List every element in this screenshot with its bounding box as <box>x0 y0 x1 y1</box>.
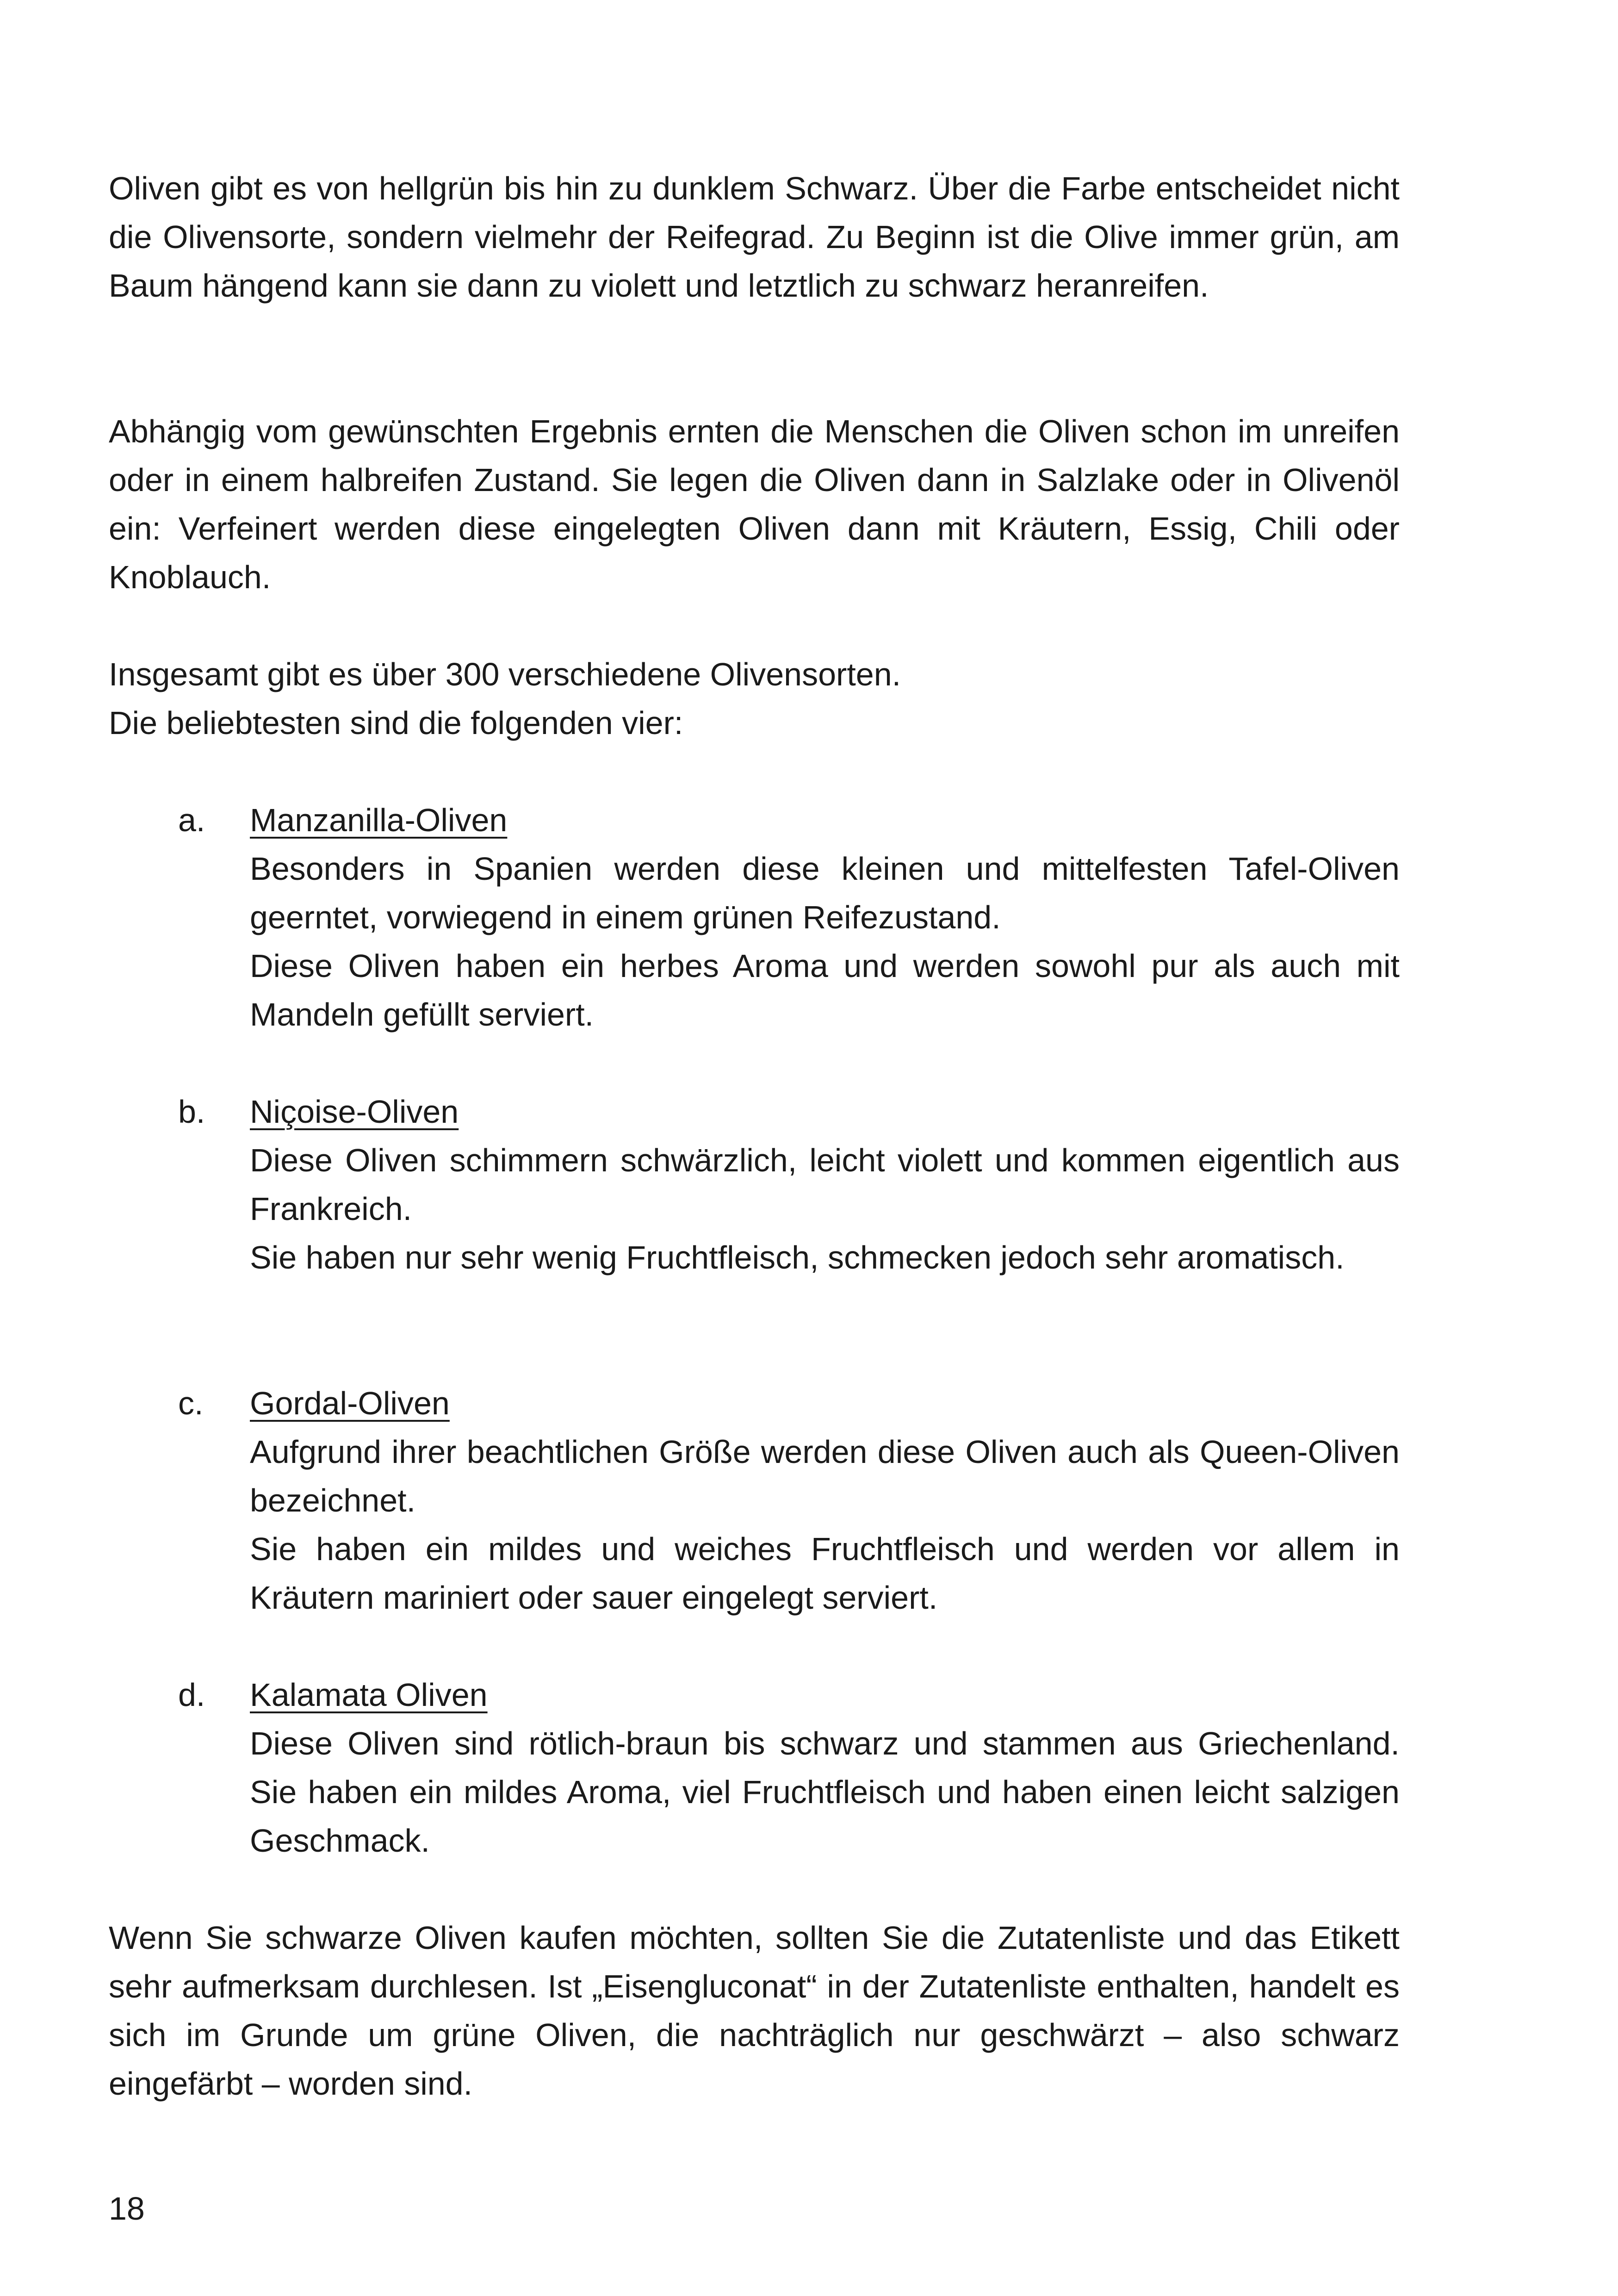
list-item-text: Diese Oliven sind rötlich-braun bis schwarz und stammen aus Griechenland. Sie haben ein mildes Aroma, viel Fruchtfleisch und haben einen leicht salzigen Geschmack. <box>250 1725 1400 1859</box>
list-item-title: Manzanilla-Oliven <box>250 802 508 838</box>
list-body <box>250 1088 1400 1282</box>
list-item-title: Niçoise-Oliven <box>250 1094 459 1130</box>
paragraph-text: Insgesamt gibt es über 300 verschiedene Olivensorten. <box>109 656 901 692</box>
list-body <box>250 796 1400 1039</box>
paragraph-text: Wenn Sie schwarze Oliven kaufen möchten, sollten Sie die Zutatenliste und das Etikett sehr aufmerksam durchlesen. Ist „Eisengluconat“ in der Zutatenliste enthalten, handelt es sich im Grunde um grüne Oliven, die nachträglich nur geschwärzt – also schwarz eingefärbt – worden sind. <box>109 1920 1400 2102</box>
list-marker: b. <box>178 1094 205 1130</box>
list-item-text: Sie haben ein mildes und weiches Fruchtfleisch und werden vor allem in Kräutern mariniert oder sauer eingelegt serviert. <box>250 1531 1400 1616</box>
paragraph-black-olives-warning <box>109 1914 1400 2108</box>
list-item-title: Kalamata Oliven <box>250 1677 488 1713</box>
paragraph-text: Oliven gibt es von hellgrün bis hin zu dunklem Schwarz. Über die Farbe entscheidet nicht die Olivensorte, sondern vielmehr der Reifegrad. Zu Beginn ist die Olive immer grün, am Baum hängend kann sie dann zu violett und letztlich zu schwarz heranreifen. <box>109 170 1400 304</box>
paragraph-harvest <box>109 407 1400 602</box>
list-marker: c. <box>178 1385 204 1421</box>
list-item-text: Diese Oliven haben ein herbes Aroma und werden sowohl pur als auch mit Mandeln gefüllt serviert. <box>250 948 1400 1033</box>
paragraph-text: Die beliebtesten sind die folgenden vier: <box>109 705 683 741</box>
list-item-title: Gordal-Oliven <box>250 1385 450 1421</box>
paragraph-text: Abhängig vom gewünschten Ergebnis ernten die Menschen die Oliven schon im unreifen oder in einem halbreifen Zustand. Sie legen die Oliven dann in Salzlake oder in Olivenöl ein: Verfeinert werden diese eingelegten Oliven dann mit Kräutern, Essig, Chili oder Knoblauch. <box>109 413 1400 595</box>
list-item-text: Besonders in Spanien werden diese kleinen und mittelfesten Tafel-Oliven geerntet, vorwiegend in einem grünen Reifezustand. <box>250 851 1400 935</box>
list-marker: d. <box>178 1677 205 1713</box>
list-item-text: Sie haben nur sehr wenig Fruchtfleisch, schmecken jedoch sehr aromatisch. <box>250 1239 1345 1276</box>
list-item-text: Aufgrund ihrer beachtlichen Größe werden diese Oliven auch als Queen-Oliven bezeichnet. <box>250 1434 1400 1518</box>
list-item-text: Diese Oliven schimmern schwärzlich, leicht violett und kommen eigentlich aus Frankreich. <box>250 1142 1400 1227</box>
paragraph-varieties-intro <box>109 650 1400 747</box>
list-marker: a. <box>178 802 205 838</box>
paragraph-olive-colors <box>109 164 1400 310</box>
page-number: 18 <box>109 2190 145 2227</box>
list-body <box>250 1379 1400 1622</box>
list-body <box>250 1671 1400 1865</box>
